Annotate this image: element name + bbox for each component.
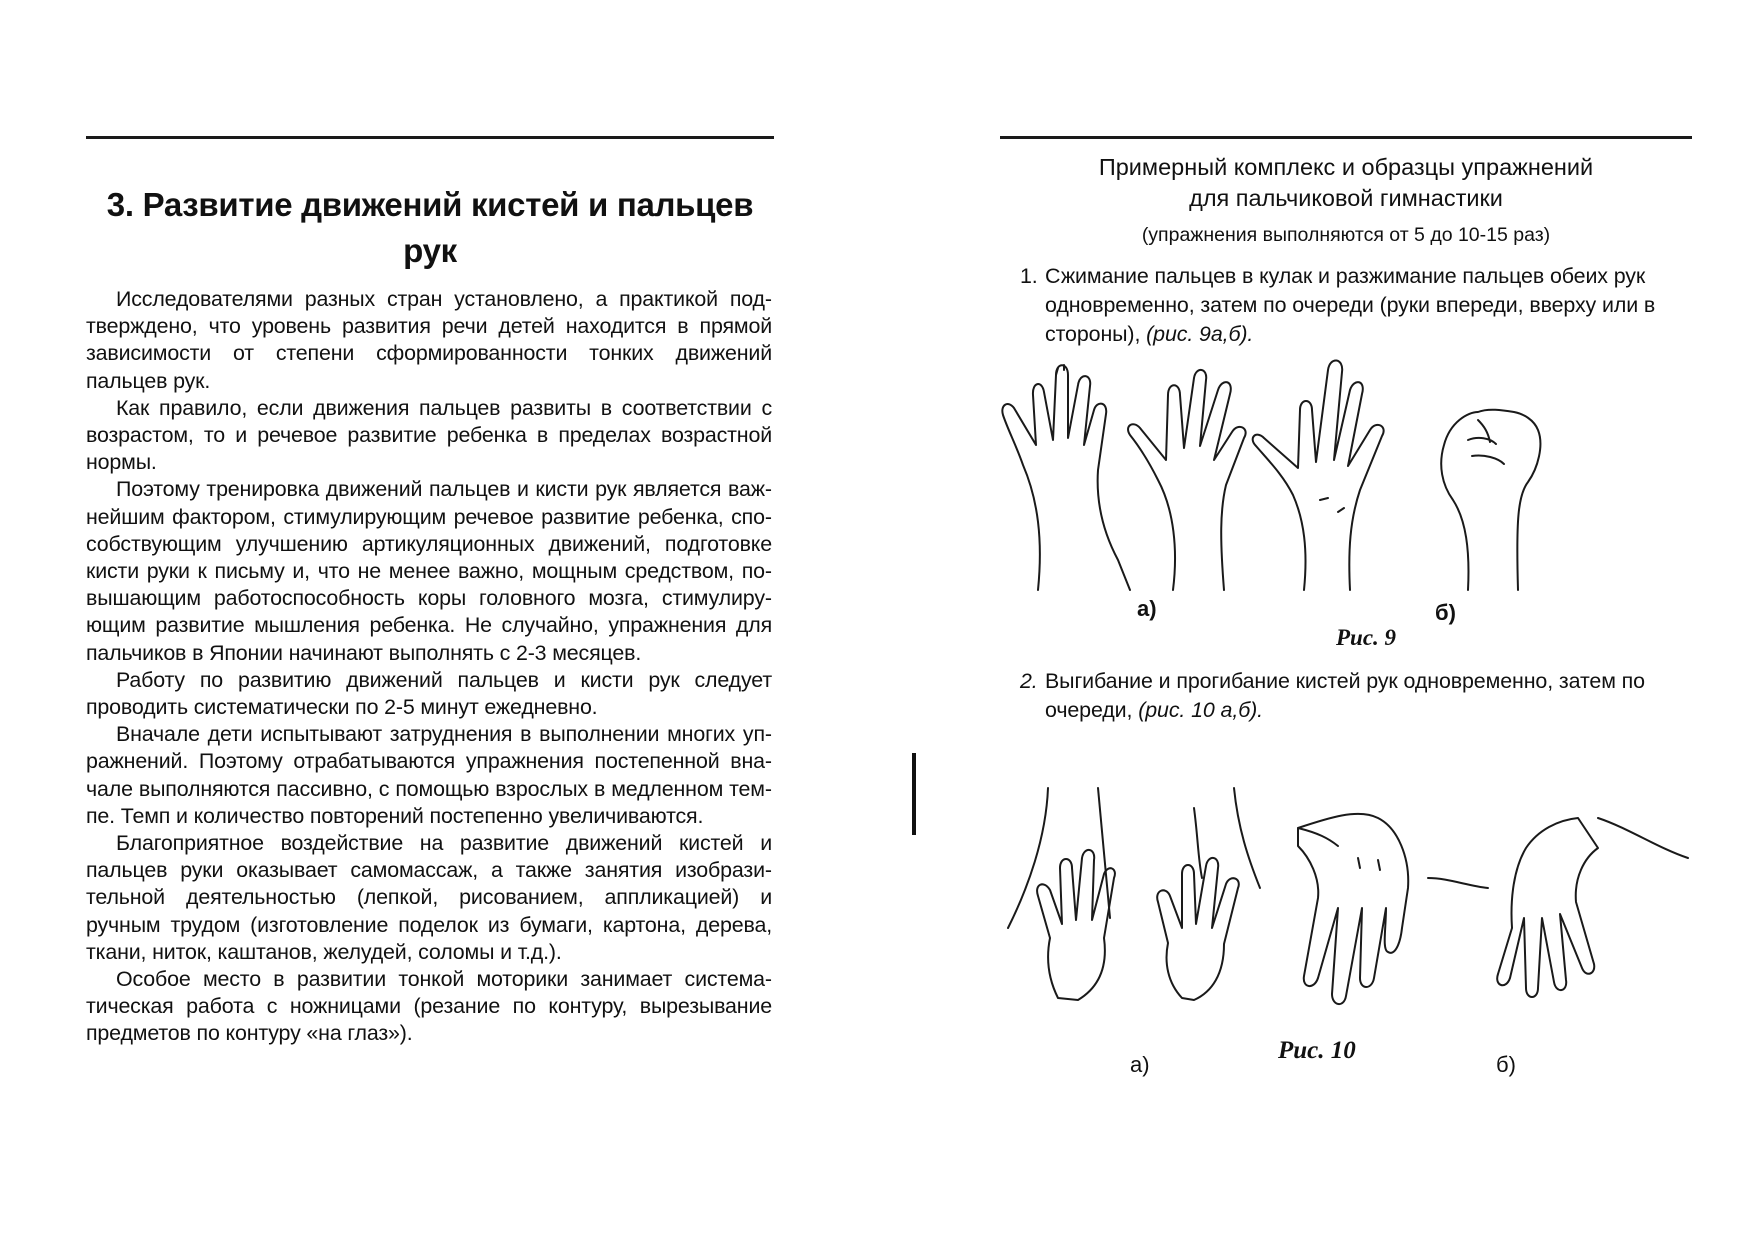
chapter-body <box>86 286 772 1048</box>
figure-10-caption: Рис. 10 <box>1278 1037 1356 1064</box>
palm-down-hand-drawing <box>1008 788 1260 1000</box>
body-paragraph: Поэтому тренировка движений пальцев и кисти рук является важнейшим фактором, стимулирующим речевое развитие ребенка, способствующим улучшению артикуляционных движений, подготовке кисти руки к письму и, что не менее важно, мощным средством, повышающим работоспособность коры головного мозга, стимулирующим развитие мышления ребенка. Не случайно, упражнения для пальчиков в Японии начинают выполнять с 2-3 месяцев. <box>86 477 772 665</box>
exercise-text: Выгибание и прогибание кистей рук одновременно, затем по очереди, <box>1045 669 1645 722</box>
chapter-title-line-2: рук <box>403 232 457 269</box>
figure-reference: (рис. 10 а,б). <box>1138 698 1263 722</box>
exercise-text: Сжимание пальцев в кулак и разжимание пальцев обеих рук одновременно, затем по очереди (руки впереди, вверху или в стороны), <box>1045 264 1656 346</box>
page-spine-mark <box>912 753 916 835</box>
body-paragraph: Исследователями разных стран установлено, а практикой подтверждено, что уровень развития речи детей находится в прямой зависимости от степени сформированности тонких движений пальцев рук. <box>86 287 772 393</box>
body-paragraph: Особое место в развитии тонкой моторики занимает систематическая работа с ножницами (резание по контуру, вырезывание предметов по контуру «на глаз»). <box>86 967 772 1046</box>
open-hand-drawing <box>1253 360 1384 590</box>
figure-9-illustration <box>998 350 1698 598</box>
hands-bending-drawing <box>998 778 1698 1028</box>
open-hand-drawing <box>1128 370 1246 590</box>
figure-9-label-b: б) <box>1435 600 1456 625</box>
chapter-title-line-1: 3. Развитие движений кистей и пальцев <box>106 186 754 223</box>
exercises-heading <box>1000 152 1692 214</box>
body-paragraph: Благоприятное воздействие на развитие движений кистей и пальцев руки оказывает самомассаж, а также занятия изобразительной деятельностью (лепкой, рисованием, аппликацией) и ручным трудом (изготовление поделок из бумаги, картона, дерева, ткани, ниток, каштанов, желудей, соломы и т.д.). <box>86 831 772 964</box>
figure-10-illustration <box>998 778 1698 1028</box>
right-page-top-rule <box>1000 136 1692 139</box>
back-of-hand-drawing <box>1428 818 1688 997</box>
fist-hand-drawing <box>1441 410 1540 590</box>
exercises-heading-line-1: Примерный комплекс и образцы упражнений <box>1098 154 1594 180</box>
chapter-title <box>86 182 774 274</box>
body-paragraph: Вначале дети испытывают затруднения в выполнении многих упражнений. Поэтому отрабатываются упражнения постепенной вначале выполняются пассивно, с помощью взрослых в медленном темпе. Темп и количество повторений постепенно увеличиваются. <box>86 722 772 828</box>
hands-open-and-fist-drawing <box>998 350 1698 598</box>
exercise-number: 2. <box>1020 669 1038 693</box>
figure-10-label-b: б) <box>1496 1052 1516 1077</box>
figure-reference: (рис. 9а,б). <box>1146 322 1254 346</box>
exercises-subheading: (упражнения выполняются от 5 до 10-15 раз) <box>1141 224 1551 246</box>
exercise-item-1 <box>1020 262 1691 349</box>
left-page-top-rule <box>86 136 774 139</box>
figure-9-label-a: а) <box>1137 596 1157 621</box>
exercise-number: 1. <box>1020 264 1038 288</box>
figure-10-label-a: а) <box>1130 1052 1150 1077</box>
body-paragraph: Как правило, если движения пальцев развиты в соответствии с возрастом, то и речевое развитие ребенка в пределах возрастной нормы. <box>86 395 772 475</box>
back-of-hand-drawing <box>1298 814 1408 1004</box>
exercises-heading-line-2: для пальчиковой гимнастики <box>1189 185 1503 211</box>
exercise-item-2 <box>1020 667 1691 725</box>
figure-9-caption: Рис. 9 <box>1336 625 1397 650</box>
body-paragraph: Работу по развитию движений пальцев и кисти рук следует проводить систематически по 2-5 минут ежедневно. <box>86 667 772 720</box>
open-hand-drawing <box>1002 365 1130 590</box>
